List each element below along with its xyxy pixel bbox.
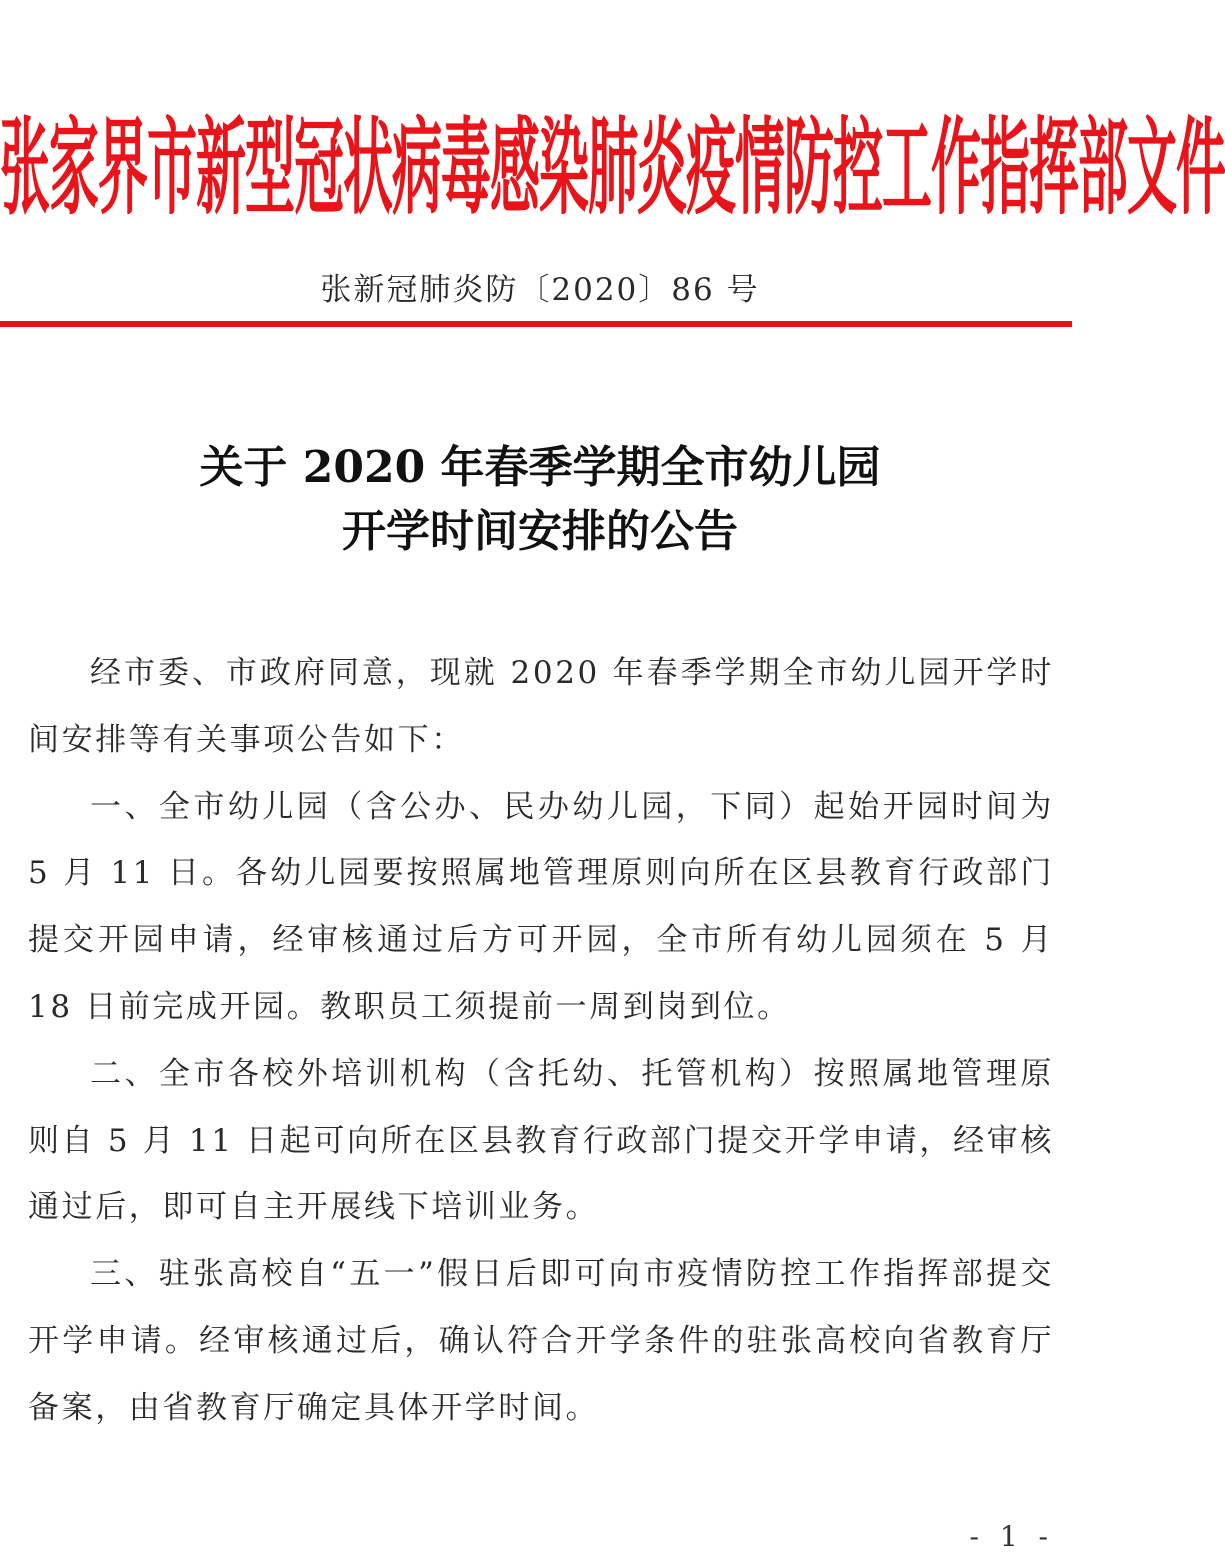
page-number: - 1 - [969,1520,1054,1553]
paragraph-item-3: 三、驻张高校自“五一”假日后即可向市疫情防控工作指挥部提交开学申请。经审核通过后，确认符合开学条件的驻张高校向省教育厅备案，由省教育厅确定具体开学时间。 [28,1256,1054,1426]
title-line-1: 关于 2020 年春季学期全市幼儿园 [199,442,881,493]
title-line-2: 开学时间安排的公告 [342,506,738,557]
paragraph-intro: 经市委、市政府同意，现就 2020 年春季学期全市幼儿园开学时间安排等有关事项公告如下： [28,655,1054,758]
paragraph-item-2: 二、全市各校外培训机构（含托幼、托管机构）按照属地管理原则自 5 月 11 日起可向所在区县教育行政部门提交开学申请，经审核通过后，即可自主开展线下培训业务。 [28,1055,1054,1226]
announcement-title [0,436,1080,564]
document-number: 张新冠肺炎防〔2020〕86 号 [320,272,760,308]
paragraph-item-1: 一、全市幼儿园（含公办、民办幼儿园，下同）起始开园时间为 5 月 11 日。各幼儿园要按照属地管理原则向所在区县教育行政部门提交开园申请，经审核通过后方可开园，全市所有幼儿园须在 5 月 18 日前完成开园。教职员工须提前一周到岗到位。 [28,788,1054,1025]
masthead-title: 张家界市新型冠状病毒感染肺炎疫情防控工作指挥部文件 [0,107,1225,230]
red-divider-line [0,321,1072,327]
document-masthead [0,32,1225,305]
announcement-body [28,640,1054,1442]
